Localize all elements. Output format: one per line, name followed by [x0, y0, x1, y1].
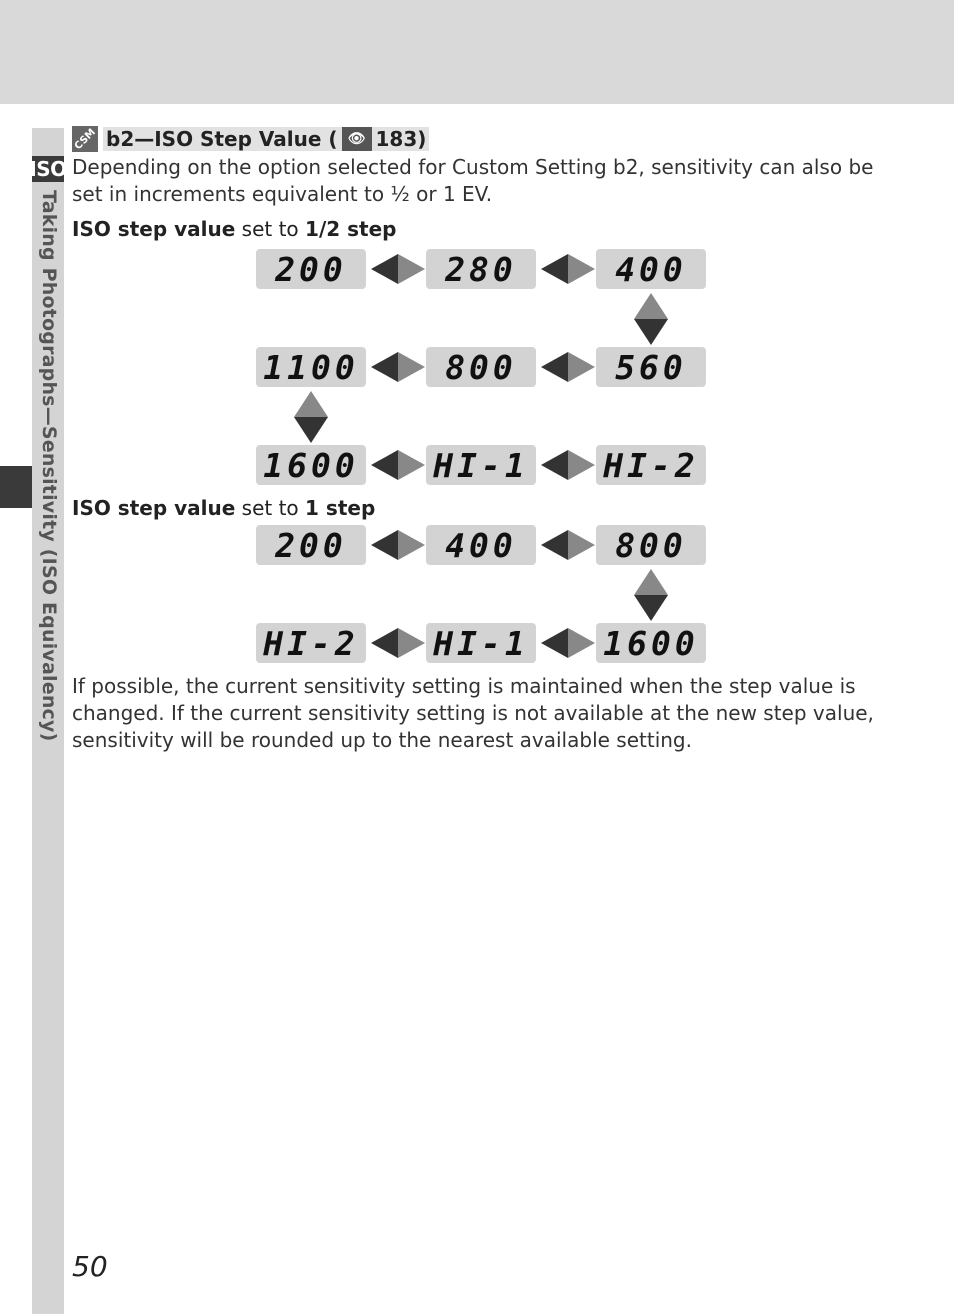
lcd-display: HI-2 [256, 623, 366, 663]
lcd-display: 400 [426, 525, 536, 565]
lcd-display: 800 [426, 347, 536, 387]
lcd-display: 280 [426, 249, 536, 289]
double-arrow-icon [371, 530, 425, 560]
full-step-mid: set to [235, 496, 306, 520]
intro-paragraph: Depending on the option selected for Custom Setting b2, sensitivity can also be set in increments equivalent to ½ or 1 EV. [72, 155, 874, 206]
double-arrow-icon [371, 254, 425, 284]
double-arrow-icon [541, 450, 595, 480]
lcd-display: 200 [256, 249, 366, 289]
half-step-mid: set to [235, 217, 306, 241]
half-step-value: 1/2 step [305, 217, 397, 241]
lcd-display: 800 [596, 525, 706, 565]
lcd-display: HI-1 [426, 445, 536, 485]
iso-badge: ISO [29, 157, 67, 181]
double-arrow-icon [541, 254, 595, 284]
chapter-tab [0, 466, 32, 508]
lcd-display: 1600 [256, 445, 366, 485]
lcd-display: 1600 [596, 623, 706, 663]
double-arrow-icon [541, 628, 595, 658]
page-number: 50 [72, 1250, 108, 1283]
header-band [0, 0, 954, 104]
double-arrow-icon [371, 450, 425, 480]
lcd-display: 400 [596, 249, 706, 289]
lcd-display: 1100 [256, 347, 366, 387]
vertical-double-arrow-icon [634, 569, 668, 621]
full-step-heading [72, 496, 375, 520]
chapter-title: Taking Photographs—Sensitivity (ISO Equivalency) [38, 190, 60, 742]
full-step-label: ISO step value [72, 496, 236, 520]
lcd-display: 560 [596, 347, 706, 387]
vertical-double-arrow-icon [294, 391, 328, 443]
heading-bar [103, 127, 429, 151]
reference-icon: 👁 [342, 127, 372, 151]
csm-icon: CSM [72, 126, 98, 152]
heading-page-ref: 183) [375, 127, 427, 151]
lcd-display: 200 [256, 525, 366, 565]
half-step-heading [72, 217, 396, 241]
vertical-double-arrow-icon [634, 293, 668, 345]
double-arrow-icon [371, 352, 425, 382]
section-heading [72, 126, 429, 152]
footer-paragraph: If possible, the current sensitivity setting is maintained when the step value is changed. If the current sensitivity setting is not available at the new step value, sensitivity will be rounded up to the nearest available setting. [72, 674, 874, 752]
heading-title: b2—ISO Step Value ( [106, 127, 338, 151]
double-arrow-icon [541, 352, 595, 382]
double-arrow-icon [371, 628, 425, 658]
half-step-label: ISO step value [72, 217, 236, 241]
lcd-display: HI-1 [426, 623, 536, 663]
lcd-display: HI-2 [596, 445, 706, 485]
full-step-value: 1 step [305, 496, 376, 520]
double-arrow-icon [541, 530, 595, 560]
